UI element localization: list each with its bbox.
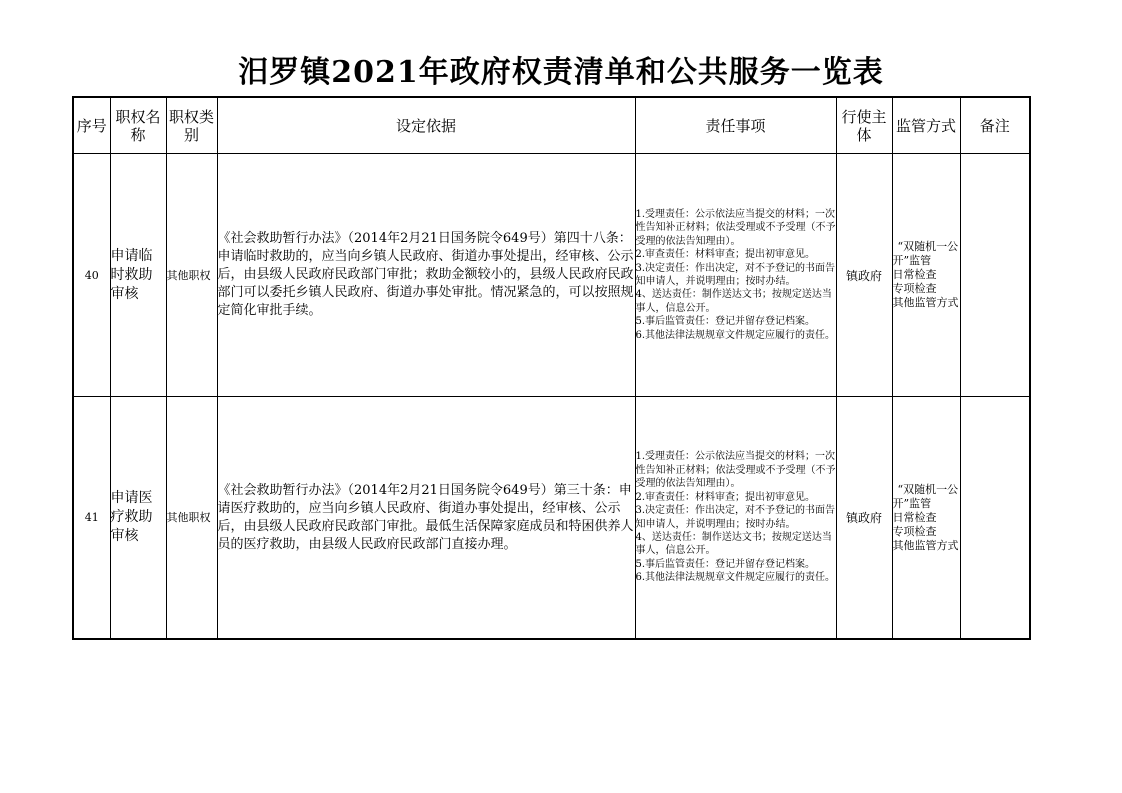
supervision-item: 其他监管方式 (892, 538, 959, 552)
duty-item: 6.其他法律法规规章文件规定应履行的责任。 (635, 329, 836, 341)
header-power-type: 职权类别 (166, 97, 217, 154)
table-header-row (73, 97, 1030, 154)
supervision-item: 其他监管方式 (892, 296, 959, 309)
header-supervision: 监管方式 (892, 97, 960, 154)
cell-remark (960, 154, 1030, 397)
cell-duty (635, 397, 836, 640)
cell-power-name: 申请临时救助审核 (110, 154, 166, 397)
cell-basis: 《社会救助暂行办法》（2014年2月21日国务院令649号）第四十八条：申请临时救助的，应当向乡镇人民政府、街道办事处提出，经审核、公示后，由县级人民政府民政部门审批；救助金额较小的，县级人民政府民政部门可以委托乡镇人民政府、街道办事处审批。情况紧急的，可以按照规定简化审批手续。 (217, 154, 635, 397)
cell-subject: 镇政府 (836, 154, 892, 397)
power-list-table (72, 96, 1031, 640)
header-power-name: 职权名称 (110, 97, 166, 154)
cell-power-type: 其他职权 (166, 154, 217, 397)
duty-item: 1.受理责任：公示依法应当提交的材料；一次性告知补正材料；依法受理或不予受理（不予受理的依法告知理由）。 (635, 208, 836, 247)
duty-item: 1.受理责任：公示依法应当提交的材料；一次性告知补正材料；依法受理或不予受理（不予受理的依法告知理由）。 (635, 451, 836, 490)
header-seq: 序号 (73, 97, 110, 154)
duty-item: 6.其他法律法规规章文件规定应履行的责任。 (635, 572, 836, 584)
duty-item: 4、送达责任：制作送达文书；按规定送达当事人，信息公开。 (635, 289, 832, 314)
supervision-item: 日常检查 (892, 510, 937, 524)
supervision-item: 专项检查 (892, 524, 937, 538)
supervision-item: 日常检查 (892, 268, 937, 281)
header-subject: 行使主体 (836, 97, 892, 154)
table-row (73, 397, 1030, 640)
cell-power-type: 其他职权 (166, 397, 217, 640)
duty-item: 2.审查责任：材料审查；提出初审意见。 (635, 491, 816, 503)
supervision-item: 专项检查 (892, 282, 937, 295)
duty-item: 2.审查责任：材料审查；提出初审意见。 (635, 249, 816, 261)
table-row (73, 154, 1030, 397)
cell-duty (635, 154, 836, 397)
supervision-item: “双随机一公开”监管 (892, 240, 959, 267)
duty-item: 3.决定责任：作出决定，对不予登记的书面告知申请人，并说明理由；按时办结。 (635, 505, 836, 530)
duty-item: 5.事后监管责任：登记并留存登记档案。 (635, 558, 816, 570)
cell-basis: 《社会救助暂行办法》（2014年2月21日国务院令649号）第三十条：申请医疗救助的，应当向乡镇人民政府、街道办事处提出，经审核、公示后，由县级人民政府民政部门审批。最低生活保障家庭成员和特困供养人员的医疗救助，由县级人民政府民政部门直接办理。 (217, 397, 635, 640)
cell-seq: 41 (73, 397, 110, 640)
duty-item: 3.决定责任：作出决定，对不予登记的书面告知申请人，并说明理由；按时办结。 (635, 262, 836, 287)
header-remark: 备注 (960, 97, 1030, 154)
cell-supervision (892, 154, 960, 397)
header-basis: 设定依据 (217, 97, 635, 154)
supervision-item: “双随机一公开”监管 (892, 482, 959, 510)
cell-remark (960, 397, 1030, 640)
header-duty: 责任事项 (635, 97, 836, 154)
cell-subject: 镇政府 (836, 397, 892, 640)
duty-item: 4、送达责任：制作送达文书；按规定送达当事人，信息公开。 (635, 531, 832, 557)
cell-power-name: 申请医疗救助审核 (110, 397, 166, 640)
cell-seq: 40 (73, 154, 110, 397)
page-title: 汨罗镇2021年政府权责清单和公共服务一览表 (238, 55, 884, 90)
duty-item: 5.事后监管责任：登记并留存登记档案。 (635, 316, 816, 328)
cell-supervision (892, 397, 960, 640)
